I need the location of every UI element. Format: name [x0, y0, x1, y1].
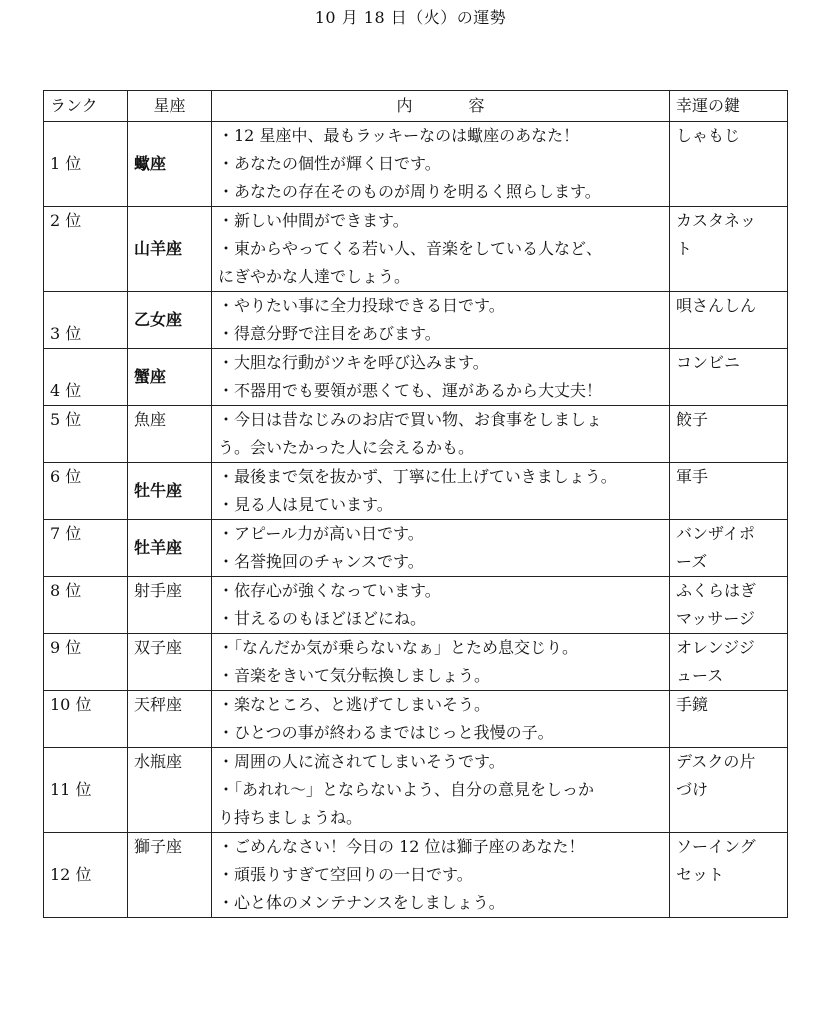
table-row: [44, 122, 788, 207]
page-title: 10 月 18 日（火）の運勢: [314, 8, 507, 27]
fortune-table: [43, 90, 788, 918]
sign-label: 魚座: [134, 410, 167, 429]
content-cell: [212, 463, 670, 520]
sign-cell: [128, 406, 212, 463]
lucky-key-line: ふくらはぎ: [676, 581, 757, 600]
content-cell: [212, 833, 670, 918]
lucky-key-line: カスタネッ: [676, 211, 757, 230]
rank-cell: [44, 349, 128, 406]
content-line: ・「なんだか気が乗らないなぁ」とため息交じり。: [218, 638, 579, 657]
content-line: ・アピール力が高い日です。: [218, 524, 424, 543]
content-line: ・やりたい事に全力投球できる日です。: [218, 296, 505, 315]
rank-cell: [44, 406, 128, 463]
header-sign: 星座: [128, 91, 212, 122]
rank-cell: [44, 577, 128, 634]
sign-label: 蠍座: [134, 154, 167, 173]
content-cell: [212, 406, 670, 463]
sign-label: 蟹座: [134, 367, 167, 386]
header-rank: ランク: [44, 91, 128, 122]
content-line: ・音楽をきいて気分転換しましょう。: [218, 666, 491, 685]
rank-label: 2 位: [50, 211, 82, 230]
content-line: ・あなたの存在そのものが周りを明るく照らします。: [218, 182, 601, 201]
content-line: ・依存心が強くなっています。: [218, 581, 441, 600]
table-row: [44, 748, 788, 833]
rank-label: 1 位: [50, 154, 82, 173]
rank-cell: [44, 122, 128, 207]
sign-label: 水瓶座: [134, 752, 183, 771]
rank-label: 12 位: [50, 865, 92, 884]
content-line: ・心と体のメンテナンスをしましょう。: [218, 893, 505, 912]
table-row: [44, 292, 788, 349]
content-line: ・周囲の人に流されてしまいそうです。: [218, 752, 505, 771]
content-line: ・名誉挽回のチャンスです。: [218, 552, 424, 571]
lucky-key-cell: [670, 634, 788, 691]
content-line: ・東からやってくる若い人、音楽をしている人など、: [218, 239, 603, 258]
content-line: ・見る人は見ています。: [218, 495, 393, 514]
lucky-key-line: バンザイポ: [676, 524, 755, 543]
lucky-key-line: 餃子: [676, 410, 709, 429]
content-line: ・12 星座中、最もラッキーなのは蠍座のあなた！: [218, 126, 580, 145]
content-cell: [212, 748, 670, 833]
sign-cell: [128, 634, 212, 691]
rank-cell: [44, 292, 128, 349]
lucky-key-line: オレンジジ: [676, 638, 755, 657]
lucky-key-cell: [670, 349, 788, 406]
sign-cell: [128, 292, 212, 349]
content-cell: [212, 292, 670, 349]
sign-label: 乙女座: [134, 310, 183, 329]
sign-cell: [128, 833, 212, 918]
content-line: ・ごめんなさい！今日の 12 位は獅子座のあなた！: [218, 837, 585, 856]
table-row: [44, 691, 788, 748]
lucky-key-line: づけ: [676, 780, 709, 799]
sign-label: 天秤座: [134, 695, 183, 714]
lucky-key-line: 軍手: [676, 467, 709, 486]
rank-cell: [44, 207, 128, 292]
sign-label: 牡牛座: [134, 481, 183, 500]
table-row: [44, 577, 788, 634]
rank-cell: [44, 748, 128, 833]
lucky-key-cell: [670, 833, 788, 918]
sign-cell: [128, 349, 212, 406]
lucky-key-line: デスクの片: [676, 752, 756, 771]
rank-cell: [44, 634, 128, 691]
sign-cell: [128, 577, 212, 634]
rank-label: 4 位: [50, 381, 82, 400]
table-row: [44, 634, 788, 691]
sign-label: 双子座: [134, 638, 183, 657]
sign-cell: [128, 207, 212, 292]
sign-cell: [128, 748, 212, 833]
lucky-key-cell: [670, 520, 788, 577]
lucky-key-line: しゃもじ: [676, 126, 741, 145]
table-row: [44, 463, 788, 520]
content-line: にぎやかな人達でしょう。: [218, 267, 411, 286]
content-line: ・今日は昔なじみのお店で買い物、お食事をしましょ: [218, 410, 603, 429]
sign-label: 牡羊座: [134, 538, 183, 557]
lucky-key-line: ソーイング: [676, 837, 756, 856]
table-row: [44, 833, 788, 918]
content-cell: [212, 520, 670, 577]
content-line: り持ちましょうね。: [218, 808, 363, 827]
content-line: ・ひとつの事が終わるまではじっと我慢の子。: [218, 723, 554, 742]
header-content: 内容: [212, 91, 670, 122]
content-line: ・新しい仲間ができます。: [218, 211, 409, 230]
sign-label: 獅子座: [134, 837, 183, 856]
rank-label: 5 位: [50, 410, 82, 429]
content-cell: [212, 634, 670, 691]
content-cell: [212, 207, 670, 292]
table-row: [44, 520, 788, 577]
rank-label: 8 位: [50, 581, 82, 600]
sign-cell: [128, 691, 212, 748]
lucky-key-line: マッサージ: [676, 609, 756, 628]
table-row: [44, 207, 788, 292]
lucky-key-cell: [670, 748, 788, 833]
lucky-key-cell: [670, 691, 788, 748]
table-header-row: [44, 91, 788, 122]
lucky-key-cell: [670, 292, 788, 349]
rank-cell: [44, 691, 128, 748]
content-line: ・不器用でも要領が悪くても、運があるから大丈夫！: [218, 381, 603, 400]
rank-cell: [44, 833, 128, 918]
sign-label: 山羊座: [134, 239, 183, 258]
sign-cell: [128, 122, 212, 207]
rank-label: 6 位: [50, 467, 82, 486]
content-line: ・甘えるのもほどほどにね。: [218, 609, 427, 628]
content-line: ・楽なところ、と逃げてしまいそう。: [218, 695, 491, 714]
lucky-key-cell: [670, 406, 788, 463]
lucky-key-cell: [670, 577, 788, 634]
lucky-key-line: セット: [676, 865, 725, 884]
rank-cell: [44, 463, 128, 520]
content-line: う。会いたかった人に会えるかも。: [218, 438, 475, 457]
sign-label: 射手座: [134, 581, 183, 600]
lucky-key-line: ト: [676, 239, 693, 258]
rank-label: 9 位: [50, 638, 82, 657]
lucky-key-cell: [670, 463, 788, 520]
lucky-key-line: 手鏡: [676, 695, 709, 714]
content-line: ・あなたの個性が輝く日です。: [218, 154, 441, 173]
content-cell: [212, 691, 670, 748]
rank-label: 10 位: [50, 695, 92, 714]
lucky-key-line: ーズ: [676, 552, 708, 571]
rank-label: 3 位: [50, 324, 82, 343]
content-cell: [212, 577, 670, 634]
content-line: ・「あれれ～」とならないよう、自分の意見をしっか: [218, 780, 595, 799]
content-line: ・頑張りすぎて空回りの一日です。: [218, 865, 473, 884]
content-line: ・最後まで気を抜かず、丁寧に仕上げていきましょう。: [218, 467, 617, 486]
content-cell: [212, 122, 670, 207]
sign-cell: [128, 520, 212, 577]
lucky-key-line: コンビニ: [676, 353, 741, 372]
table-row: [44, 406, 788, 463]
rank-label: 11 位: [50, 780, 92, 799]
header-lucky-key: 幸運の鍵: [670, 91, 788, 122]
lucky-key-cell: [670, 207, 788, 292]
lucky-key-line: 唄さんしん: [676, 296, 757, 315]
sign-cell: [128, 463, 212, 520]
lucky-key-cell: [670, 122, 788, 207]
content-cell: [212, 349, 670, 406]
rank-cell: [44, 520, 128, 577]
rank-label: 7 位: [50, 524, 82, 543]
content-line: ・得意分野で注目をあびます。: [218, 324, 441, 343]
lucky-key-line: ュース: [676, 666, 724, 685]
table-row: [44, 349, 788, 406]
content-line: ・大胆な行動がツキを呼び込みます。: [218, 353, 489, 372]
